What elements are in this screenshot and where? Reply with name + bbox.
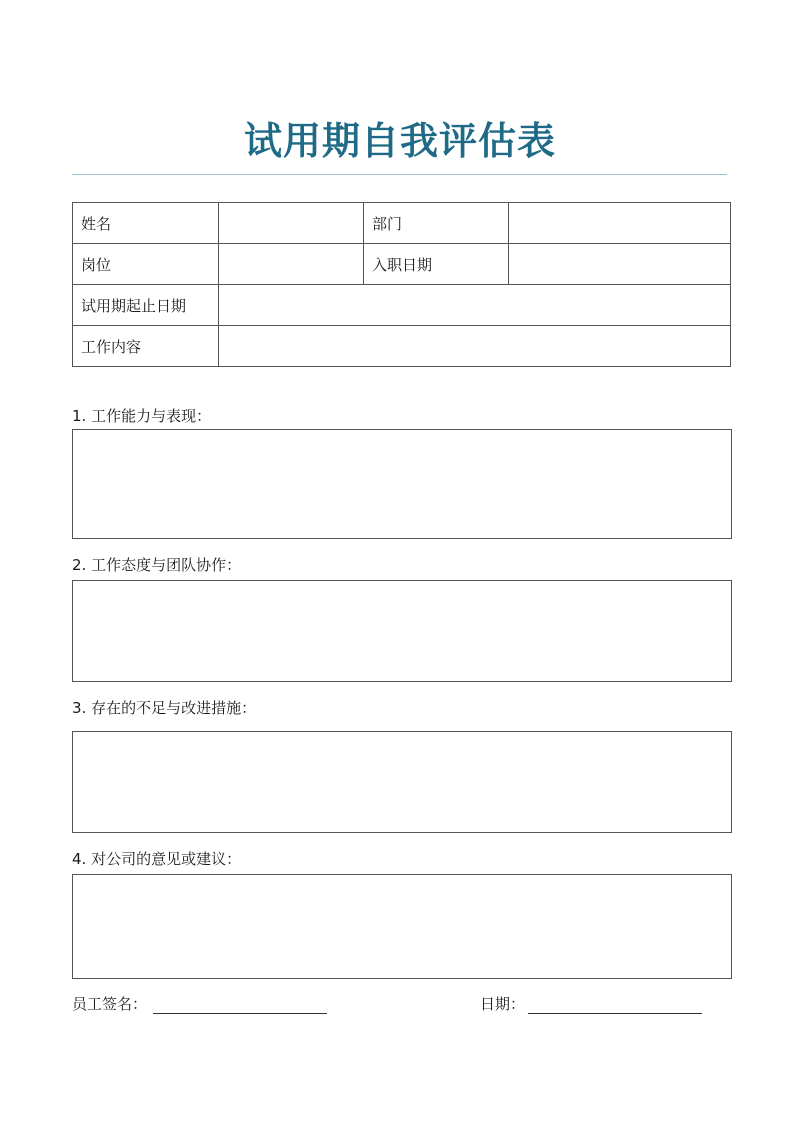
signature-line[interactable]	[153, 1013, 327, 1014]
signature-label: 员工签名：	[72, 995, 148, 1013]
section-2-label: 2. 工作态度与团队协作：	[72, 556, 242, 574]
table-row	[73, 326, 731, 367]
employee-info-table	[72, 202, 731, 367]
position-field[interactable]	[219, 244, 364, 285]
table-row	[73, 244, 731, 285]
title-divider	[72, 174, 727, 175]
work-content-field[interactable]	[219, 326, 731, 367]
work-content-label: 工作内容	[73, 326, 219, 367]
work-attitude-box[interactable]	[72, 580, 732, 682]
hire-date-label: 入职日期	[364, 244, 509, 285]
table-row	[73, 203, 731, 244]
suggestions-box[interactable]	[72, 874, 732, 979]
table-row	[73, 285, 731, 326]
work-performance-box[interactable]	[72, 429, 732, 539]
page-title: 试用期自我评估表	[243, 119, 556, 163]
name-label: 姓名	[73, 203, 219, 244]
date-label: 日期：	[480, 995, 526, 1013]
hire-date-field[interactable]	[509, 244, 731, 285]
department-field[interactable]	[509, 203, 731, 244]
department-label: 部门	[364, 203, 509, 244]
probation-period-label: 试用期起止日期	[73, 285, 219, 326]
date-line[interactable]	[528, 1013, 702, 1014]
improvement-box[interactable]	[72, 731, 732, 833]
name-field[interactable]	[219, 203, 364, 244]
position-label: 岗位	[73, 244, 219, 285]
section-1-label: 1. 工作能力与表现：	[72, 407, 212, 425]
section-3-label: 3. 存在的不足与改进措施：	[72, 699, 257, 717]
probation-period-field[interactable]	[219, 285, 731, 326]
section-4-label: 4. 对公司的意见或建议：	[72, 850, 242, 868]
